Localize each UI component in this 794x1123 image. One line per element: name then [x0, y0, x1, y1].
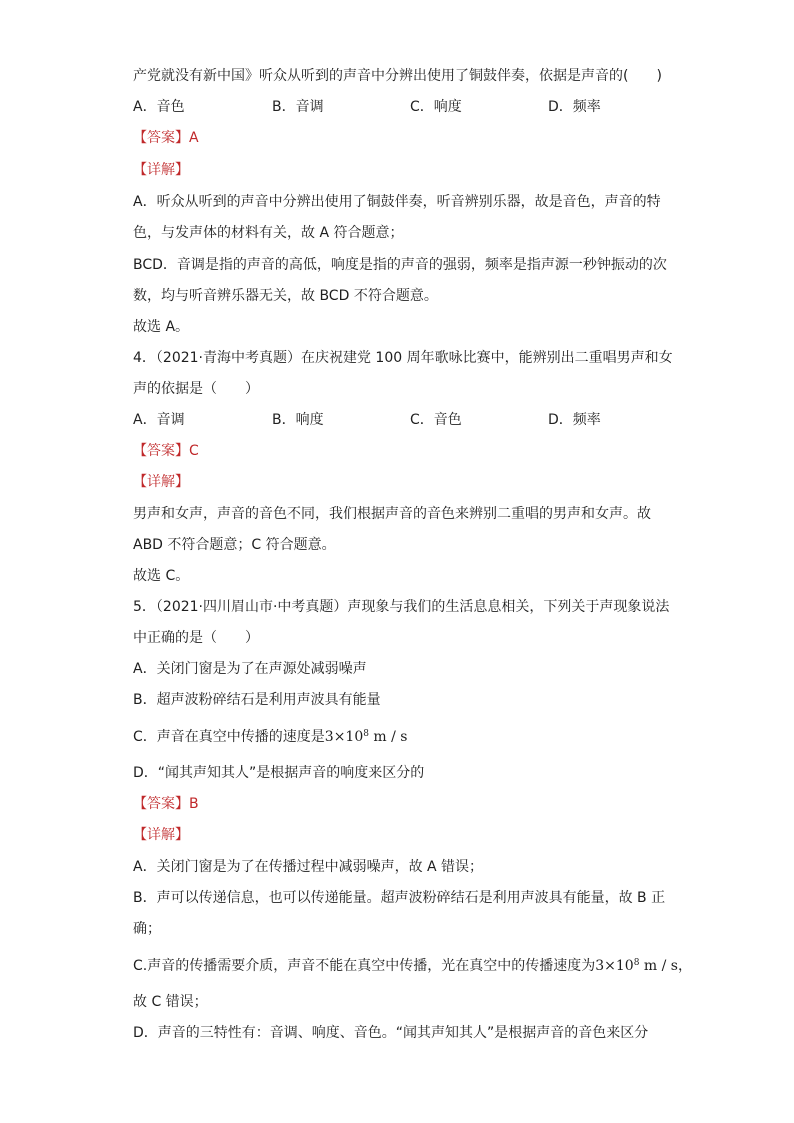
- q5-detail-d: D．声音的三特性有：音调、响度、音色。“闻其声知其人”是根据声音的音色来区分: [133, 1025, 649, 1041]
- q5-detail-c-cont: 故 C 错误；: [133, 994, 208, 1010]
- q3-option-a: A．音色: [133, 99, 185, 115]
- q3-detail-line: A．听众从听到的声音中分辨出使用了铜鼓伴奏，听音辨别乐器，故是音色，声音的特: [133, 194, 661, 210]
- q5-detail-c: [133, 956, 692, 976]
- speed-formula: [595, 958, 678, 974]
- q5-stem-line: 中正确的是（ ）: [133, 630, 259, 646]
- q3-option-d: D．频率: [548, 99, 601, 115]
- q3-detail-line: 色，与发声体的材料有关，故 A 符合题意；: [133, 225, 404, 241]
- q3-option-c: C．响度: [410, 99, 462, 115]
- q5-option-a: A．关闭门窗是为了在声源处减弱噪声: [133, 661, 367, 677]
- q4-option-c: C．音色: [410, 412, 462, 428]
- q4-option-b: B．响度: [272, 412, 324, 428]
- q3-option-b: B．音调: [272, 99, 324, 115]
- q5-detail-c-tail: ，: [677, 958, 692, 974]
- speed-base: 3×10: [324, 729, 364, 745]
- q3-conclusion: 故选 A。: [133, 319, 190, 335]
- q3-stem-tail: 产党就没有新中国》听众从听到的声音中分辨出使用了铜鼓伴奏，依据是声音的( ): [133, 68, 662, 84]
- q4-detail-line: 男声和女声，声音的音色不同，我们根据声音的音色来辨别二重唱的男声和女声。故: [133, 506, 651, 522]
- q5-detail-label: 【详解】: [133, 827, 189, 843]
- q5-option-d: D．“闻其声知其人”是根据声音的响度来区分的: [133, 765, 425, 781]
- speed-unit: m / s: [368, 729, 408, 745]
- q5-detail-b-cont: 确；: [133, 921, 161, 937]
- q5-stem-line: 5．（2021·四川眉山市·中考真题）声现象与我们的生活息息相关，下列关于声现象说法: [133, 599, 670, 615]
- q4-option-d: D．频率: [548, 412, 601, 428]
- q5-option-c: [133, 727, 408, 747]
- q5-option-b: B．超声波粉碎结石是利用声波具有能量: [133, 692, 381, 708]
- q4-conclusion: 故选 C。: [133, 568, 190, 584]
- q4-option-a: A．音调: [133, 412, 185, 428]
- q5-detail-b: B．声可以传递信息，也可以传递能量。超声波粉碎结石是利用声波具有能量，故 B 正: [133, 890, 666, 906]
- q3-detail-label: 【详解】: [133, 162, 189, 178]
- speed-exponent: 8: [633, 958, 640, 968]
- q5-detail-a: A．关闭门窗是为了在传播过程中减弱噪声，故 A 错误；: [133, 859, 484, 875]
- q3-detail-line: BCD．音调是指的声音的高低，响度是指的声音的强弱，频率是指声源一秒钟振动的次: [133, 257, 667, 273]
- q4-options: [133, 410, 693, 430]
- q3-detail-line: 数，均与听音辨乐器无关，故 BCD 不符合题意。: [133, 288, 438, 304]
- q4-stem-line: 声的依据是（ ）: [133, 381, 259, 397]
- q4-stem-line: 4．（2021·青海中考真题）在庆祝建党 100 周年歌咏比赛中，能辨别出二重唱男声和女: [133, 350, 673, 366]
- q5-answer: 【答案】B: [133, 796, 199, 812]
- q4-detail-label: 【详解】: [133, 474, 189, 490]
- speed-formula: [325, 729, 408, 745]
- q4-answer: 【答案】C: [133, 443, 199, 459]
- speed-unit: m / s: [639, 958, 678, 974]
- q5-option-c-text: C．声音在真空中传播的速度是: [133, 729, 325, 745]
- speed-base: 3×10: [595, 958, 634, 974]
- q5-detail-c-text: C.声音的传播需要介质，声音不能在真空中传播，光在真空中的传播速度为: [133, 958, 596, 974]
- speed-exponent: 8: [363, 729, 369, 739]
- q3-answer: 【答案】A: [133, 130, 199, 146]
- q4-detail-line: ABD 不符合题意；C 符合题意。: [133, 537, 336, 553]
- q3-options: [133, 97, 693, 117]
